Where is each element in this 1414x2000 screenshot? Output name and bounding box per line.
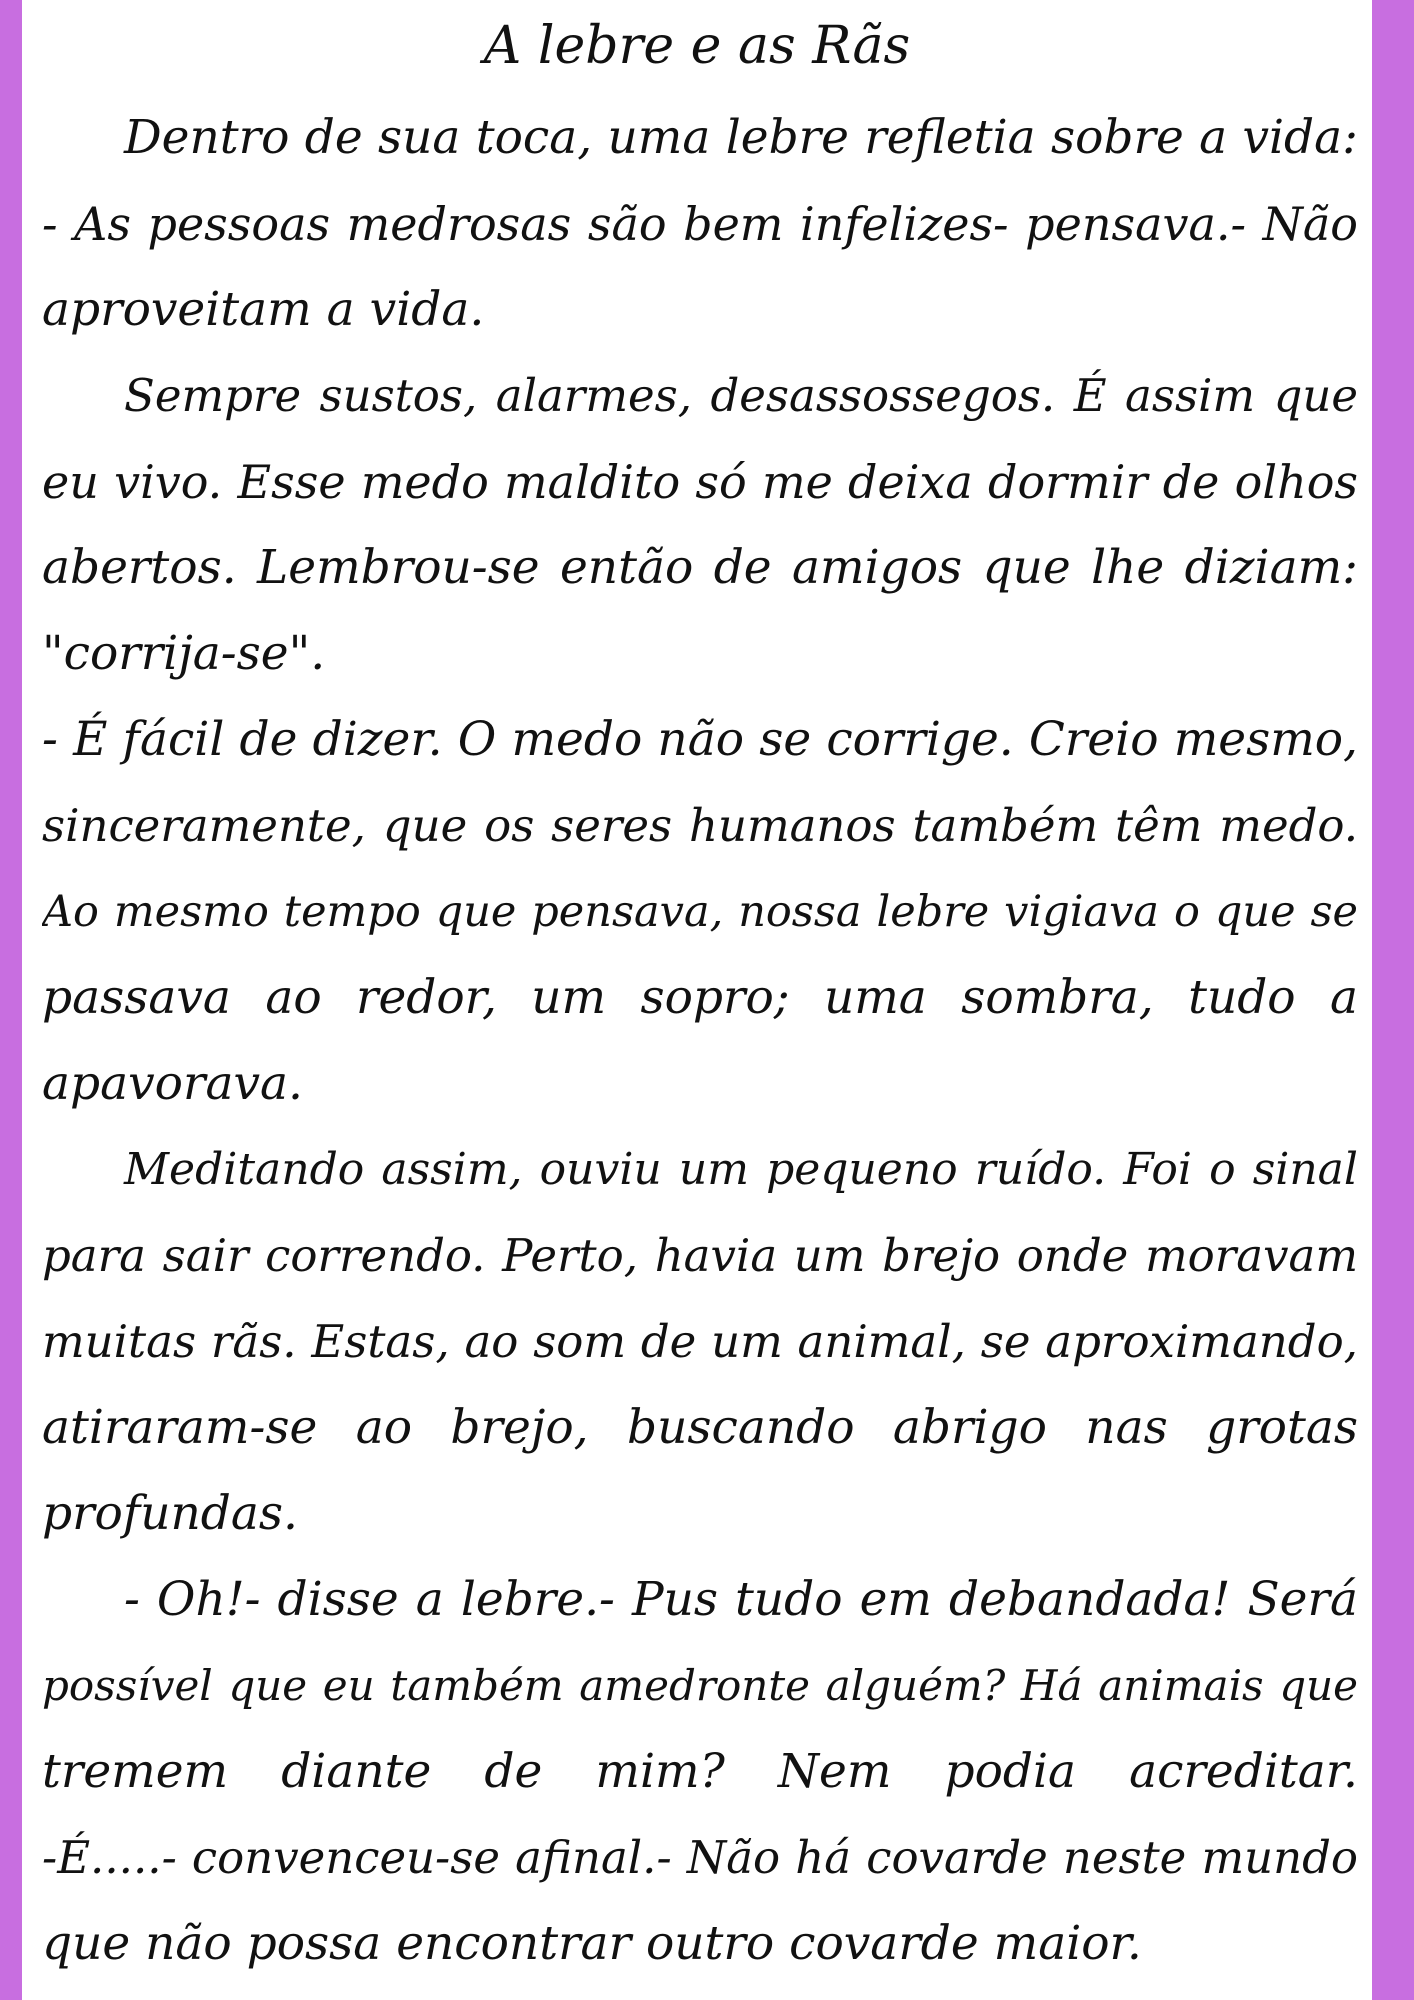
- page: [22, 0, 1372, 2000]
- text-line: profundas.: [42, 1486, 298, 1541]
- text-line: abertos. Lembrou-se então de amigos que lhe diziam:: [42, 540, 1358, 595]
- text-line: - Oh!- disse a lebre.- Pus tudo em debandada! Será: [124, 1572, 1358, 1627]
- text-line: apavorava.: [42, 1056, 303, 1111]
- text-line: Dentro de sua toca, uma lebre refletia sobre a vida:: [124, 110, 1358, 165]
- text-line: possível que eu também amedronte alguém? Há animais que: [42, 1661, 1358, 1710]
- text-line: Sempre sustos, alarmes, desassossegos. É assim que: [124, 369, 1358, 422]
- text-line: aproveitam a vida.: [42, 282, 485, 337]
- text-line: passava ao redor, um sopro; uma sombra, tudo a: [42, 970, 1358, 1025]
- text-line: eu vivo. Esse medo maldito só me deixa dormir de olhos: [42, 455, 1358, 509]
- text-line: para sair correndo. Perto, havia um brejo onde moravam: [42, 1229, 1358, 1282]
- text-line: muitas rãs. Estas, ao som de um animal, se aproximando,: [42, 1315, 1358, 1368]
- text-line: - É fácil de dizer. O medo não se corrige. Creio mesmo,: [42, 712, 1358, 767]
- text-line: -É.....- convenceu-se afinal.- Não há covarde neste mundo: [42, 1831, 1358, 1884]
- document-body: [42, 95, 1358, 1987]
- text-line: Ao mesmo tempo que pensava, nossa lebre vigiava o que se: [42, 887, 1358, 937]
- text-line: sinceramente, que os seres humanos também têm medo.: [42, 799, 1358, 852]
- text-line: Meditando assim, ouviu um pequeno ruído. Foi o sinal: [124, 1144, 1358, 1195]
- text-line: tremem diante de mim? Nem podia acreditar.: [42, 1744, 1358, 1799]
- document-title: A lebre e as Rãs: [483, 16, 911, 76]
- text-line: - As pessoas medrosas são bem infelizes- pensava.- Não: [42, 197, 1358, 251]
- text-line: atiraram-se ao brejo, buscando abrigo nas grotas: [42, 1400, 1358, 1455]
- text-line: que não possa encontrar outro covarde maior.: [42, 1916, 1142, 1971]
- text-line: "corrija-se".: [42, 626, 326, 681]
